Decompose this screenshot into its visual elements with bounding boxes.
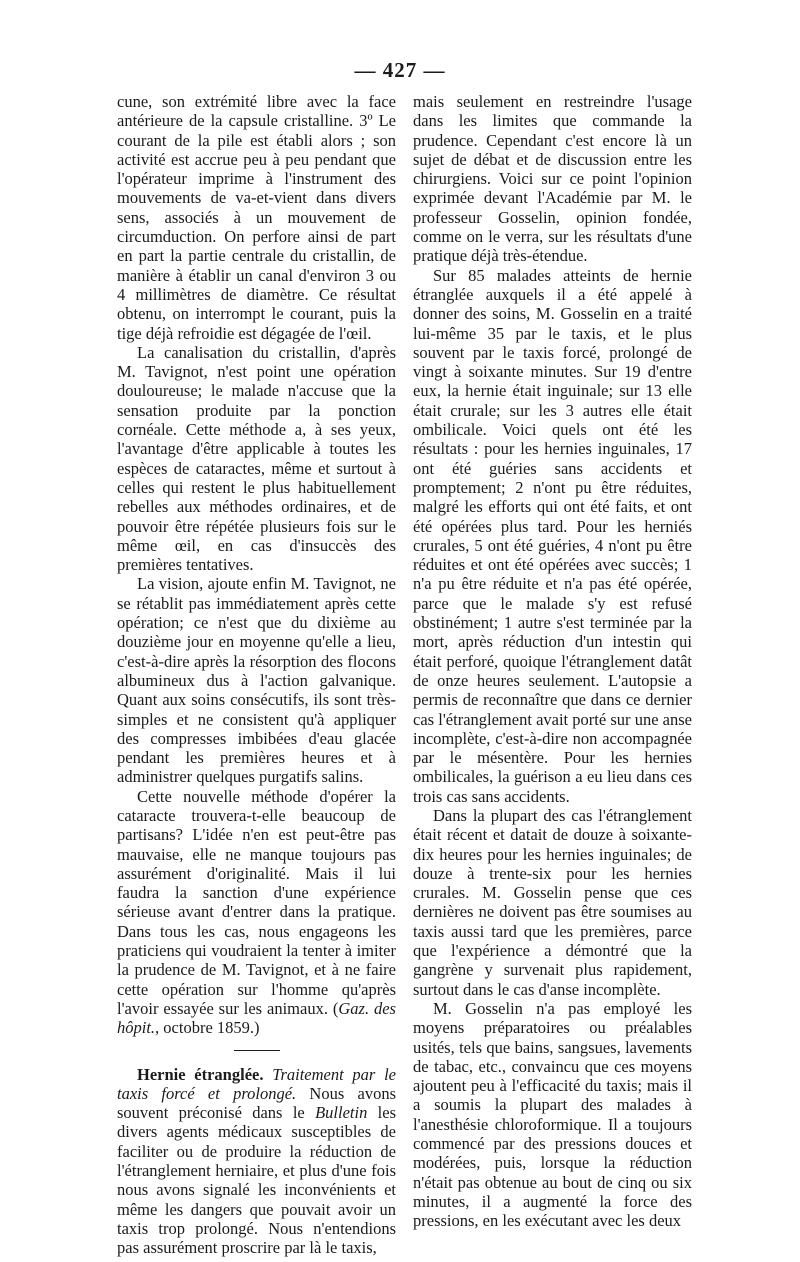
paragraph-canalisation: La canalisation du cristallin, d'après M. Tavignot, n'est point une opération douloureuse; le malade n'accuse que la sensation produite par la ponction cornéale. Cette méthode a, à ses yeux, l'avantage d'être applicable à toutes les espèces de cataractes, même et surtout à celles qui restent le plus habituellement rebelles aux méthodes ordinaires, et de pouvoir être répétée plusieurs fois sur le même œil, en cas d'insuccès des premières tentatives. — [117, 342, 396, 575]
column-gutter — [403, 110, 404, 1150]
paragraph-taxis-debate: mais seulement en restreindre l'usage dans les limites que commande la prudence. Cependant c'est encore là un sujet de débat et de discussion entre les chirurgiens. Voici sur ce point l'opinion exprimée devant l'Académie par M. le professeur Gosselin, opinion fondée, comme on le verra, sur les résultats d'une pratique déjà très-étendue. — [413, 92, 692, 266]
paragraph-vision: La vision, ajoute enfin M. Tavignot, ne se rétablit pas immédiatement après cette opération; ce n'est que du dixième au douzième jour en moyenne qu'elle a lieu, c'est-à-dire après la résorption des flocons albumineux dus à l'action galvanique. Quant aux soins consécutifs, ils sont très-simples et ne consistent qu'à appliquer des compresses imbibées d'eau glacée pendant les premières heures et à administrer quelques purgatifs salins. — [117, 574, 396, 787]
paragraph-cataract-procedure: cune, son extrémité libre avec la face antérieure de la capsule cristalline. 3º Le courant de la pile est établi alors ; son activité est accrue peu à peu pendant que l'opérateur imprime à l'instrument des mouvements de va-et-vient dans divers sens, associés à un mouvement de circumduction. On perfore ainsi de part en part la partie centrale du cristallin, de manière à établir un canal d'environ 3 ou 4 millimètres de diamètre. Ce résultat obtenu, on interrompt le courant, puis la tige déjà refroidie est dégagée de l'œil. — [117, 92, 396, 343]
paragraph-conclusion — [117, 787, 396, 1038]
right-column — [413, 92, 692, 1231]
section-title: Hernie étranglée. — [137, 1064, 264, 1084]
source-citation: Gaz. des hôpit. — [117, 998, 396, 1038]
paragraph-hernie-intro — [117, 1065, 396, 1258]
conclusion-date: , octobre 1859.) — [155, 1018, 260, 1038]
paragraph-method: M. Gosselin n'a pas employé les moyens préparatoires ou préalables usités, tels que bains, sangsues, lavements de tabac, etc., convaincu que ces moyens ajoutent peu à l'efficacité du taxis; mais il a soumis la plupart des malades à l'anesthésie chloroformique. Il a toujours commencé par des pressions douces et modérées, puis, lorsque la réduction n'était pas obtenue au bout de cinq ou six minutes, il a augmenté la force des pressions, en les exécutant avec les deux — [413, 998, 692, 1231]
section-divider — [234, 1050, 280, 1051]
conclusion-text: Cette nouvelle méthode d'opérer la cataracte trouvera-t-elle beaucoup de partisans? L'idée n'en est peut-être pas mauvaise, elle ne manque toujours pas assurément d'originalité. Mais il lui faudra la sanction d'une expérience sérieuse avant d'entrer dans la pratique. Dans tous les cas, nous engageons les praticiens qui voudraient la tenter à imiter la prudence de M. Tavignot, et à ne faire cette opération sur l'homme qu'après l'avoir essayée sur les animaux. ( — [117, 786, 396, 1018]
hernie-intro-text-b: les divers agents médicaux susceptibles de faciliter ou de produire la réduction de l'étranglement herniaire, et plus d'une fois nous avons signalé les inconvénients et même les dangers que pouvait avoir un taxis trop prolongé. Nous n'entendions pas assurément proscrire par là le taxis, — [117, 1103, 396, 1258]
paragraph-timing: Dans la plupart des cas l'étranglement était récent et datait de douze à soixante-dix heures pour les hernies inguinales; de douze à trente-six pour les hernies crurales. M. Gosselin pense que ces dernières ne doivent pas être soumises au taxis aussi tard que les premières, parce que l'expérience a démontré que la gangrène y survenait plus rapidement, surtout dans le cas d'anse incomplète. — [413, 805, 692, 999]
hernie-intro-text-a: Nous avons souvent préconisé dans le — [117, 1083, 397, 1123]
section-subtitle: Traitement par le taxis forcé et prolongé. — [117, 1064, 396, 1103]
bulletin-title: Bulletin — [315, 1103, 368, 1123]
left-column — [117, 92, 396, 1258]
page-number: — 427 — — [354, 58, 446, 82]
paragraph-statistics: Sur 85 malades atteints de hernie étranglée auxquels il a été appelé à donner des soins, M. Gosselin en a traité lui-même 35 par le taxis, et le plus souvent par le taxis forcé, prolongé de vingt à soixante minutes. Sur 19 d'entre eux, la hernie était inguinale; sur 13 elle était crurale; sur les 3 autres elle était ombilicale. Voici quels ont été les résultats : pour les hernies inguinales, 17 ont été guéries sans accidents et promptement; 2 n'ont pu être réduites, malgré les efforts qui ont été faits, et ont été opérées plus tard. Pour les herniés crurales, 5 ont été guéries, 4 n'ont pu être réduites et ont été opérées avec succès; 1 n'a pu être réduite et n'a pas été opérée, parce que le malade s'y est refusé obstinément; 1 autre s'est terminée par la mort, après réduction d'un intestin qui était perforé, quoique l'étranglement datât de onze heures seulement. L'autopsie a permis de reconnaître que dans ce dernier cas l'étranglement avait porté sur une anse incomplète, c'est-à-dire non accompagnée par le mésentère. Pour les hernies ombilicales, la guérison a eu lieu dans ces trois cas sans accidents. — [413, 265, 692, 806]
